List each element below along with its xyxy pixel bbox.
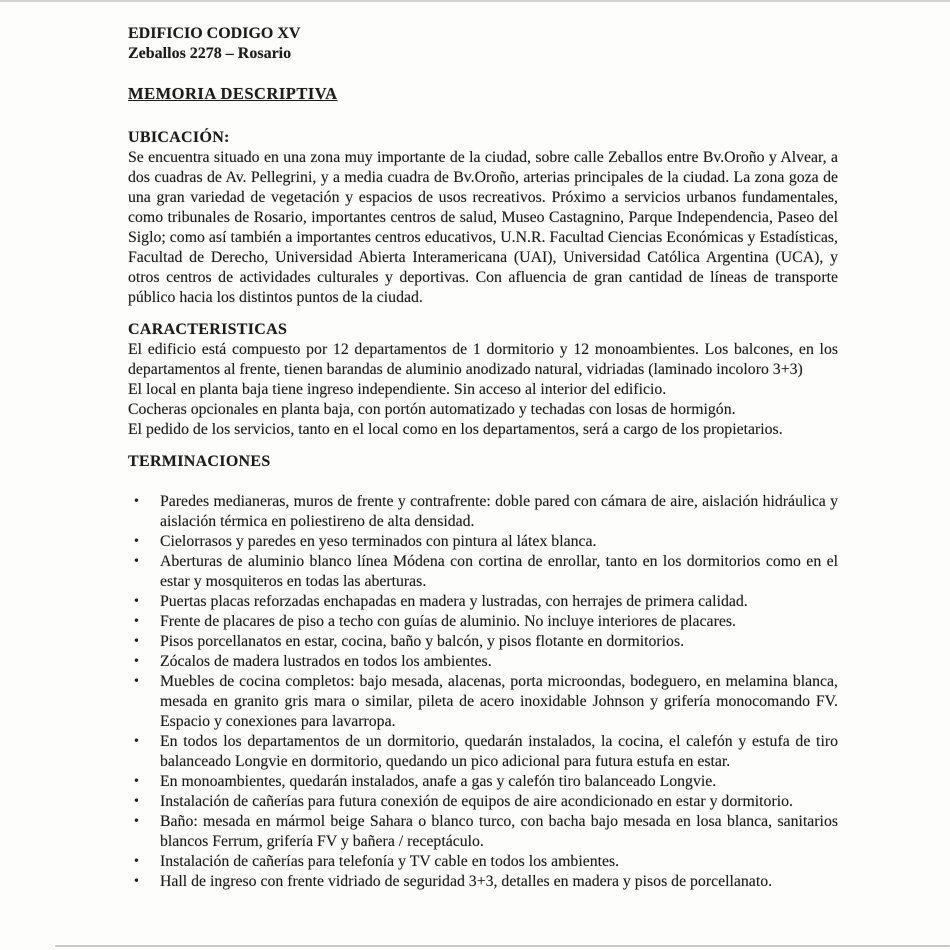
list-item	[128, 552, 838, 592]
bullet-icon: •	[134, 814, 139, 829]
paragraph-caracteristicas-1: El edificio está compuesto por 12 departamentos de 1 dormitorio y 12 monoambientes. Los balcones, en los departamentos al frente, tienen barandas de aluminio anodizado natural, vidriadas (laminado incoloro 3+3)	[128, 341, 838, 378]
list-item	[128, 532, 838, 552]
list-item-text: Baño: mesada en mármol beige Sahara o blanco turco, con bacha bajo mesada en losa blanca, sanitarios blancos Ferrum, grifería FV y bañera / receptáculo.	[160, 813, 838, 850]
list-item-text: Instalación de cañerías para futura conexión de equipos de aire acondicionado en estar y dormitorio.	[160, 793, 793, 810]
list-item	[128, 592, 838, 612]
section-heading-ubicacion: UBICACIÓN:	[128, 129, 230, 146]
list-item	[128, 612, 838, 632]
doc-address: Zeballos 2278 – Rosario	[128, 45, 292, 62]
doc-main-heading: MEMORIA DESCRIPTIVA	[128, 84, 338, 103]
bullet-icon: •	[134, 734, 139, 749]
list-item-text: En todos los departamentos de un dormitorio, quedarán instalados, la cocina, el calefón y estufa de tiro balanceado Longvie en dormitorio, quedando un pico adicional para futura estufa en estar.	[160, 733, 838, 770]
bullet-icon: •	[134, 494, 139, 509]
list-item	[128, 732, 838, 772]
list-item	[128, 632, 838, 652]
bullet-icon: •	[134, 534, 139, 549]
bullet-icon: •	[134, 594, 139, 609]
list-item	[128, 772, 838, 792]
bullet-icon: •	[134, 774, 139, 789]
list-item	[128, 492, 838, 532]
bullet-icon: •	[134, 554, 139, 569]
bullet-icon: •	[134, 614, 139, 629]
bullet-icon: •	[134, 674, 139, 689]
list-item-text: Cielorrasos y paredes en yeso terminados con pintura al látex blanca.	[160, 533, 597, 550]
bullet-icon: •	[134, 634, 139, 649]
bullet-icon: •	[134, 794, 139, 809]
list-item-text: Aberturas de aluminio blanco línea Módena con cortina de enrollar, tanto en los dormitorios como en el estar y mosquiteros en todas las aberturas.	[160, 553, 838, 590]
list-item	[128, 872, 838, 892]
terminaciones-list	[128, 492, 838, 892]
bullet-icon: •	[134, 854, 139, 869]
scan-bottom-edge	[55, 945, 950, 947]
section-heading-terminaciones: TERMINACIONES	[128, 453, 271, 470]
list-item-text: En monoambientes, quedarán instalados, anafe a gas y calefón tiro balanceado Longvie.	[160, 773, 717, 790]
list-item	[128, 792, 838, 812]
list-item-text: Hall de ingreso con frente vidriado de seguridad 3+3, detalles en madera y pisos de porcellanato.	[160, 873, 773, 890]
section-heading-caracteristicas: CARACTERISTICAS	[128, 321, 288, 338]
list-item-text: Instalación de cañerías para telefonía y TV cable en todos los ambientes.	[160, 853, 620, 870]
document-content	[128, 0, 838, 892]
doc-title: EDIFICIO CODIGO XV	[128, 25, 301, 42]
bullet-icon: •	[134, 874, 139, 889]
list-item	[128, 672, 838, 732]
list-item-text: Paredes medianeras, muros de frente y contrafrente: doble pared con cámara de aire, aislación hidráulica y aislación térmica en poliestireno de alta densidad.	[160, 493, 838, 530]
paragraph-ubicacion: Se encuentra situado en una zona muy importante de la ciudad, sobre calle Zeballos entre Bv.Oroño y Alvear, a dos cuadras de Av. Pellegrini, y a media cuadra de Bv.Oroño, arterias principales de la ciudad. La zona goza de una gran variedad de vegetación y espacios de usos recreativos. Próximo a servicios urbanos fundamentales, como tribunales de Rosario, importantes centros de salud, Museo Castagnino, Parque Independencia, Paseo del Siglo; como así también a importantes centros educativos, U.N.R. Facultad Ciencias Económicas y Estadísticas, Facultad de Derecho, Universidad Abierta Interamericana (UAI), Universidad Católica Argentina (UCA), y otros centros de actividades culturales y deportivas. Con afluencia de gran cantidad de líneas de transporte público hacia los distintos puntos de la ciudad.	[128, 149, 838, 306]
list-item-text: Muebles de cocina completos: bajo mesada, alacenas, porta microondas, bodeguero, en melamina blanca, mesada en granito gris mara o similar, pileta de acero inoxidable Johnson y grifería monocomando FV. Espacio y conexiones para lavarropa.	[160, 673, 838, 730]
paragraph-caracteristicas-3: Cocheras opcionales en planta baja, con portón automatizado y techadas con losas de hormigón.	[128, 401, 736, 418]
list-item-text: Puertas placas reforzadas enchapadas en madera y lustradas, con herrajes de primera calidad.	[160, 593, 748, 610]
paragraph-caracteristicas-4: El pedido de los servicios, tanto en el local como en los departamentos, será a cargo de los propietarios.	[128, 421, 783, 438]
bullet-icon: •	[134, 654, 139, 669]
list-item-text: Zócalos de madera lustrados en todos los ambientes.	[160, 653, 492, 670]
list-item	[128, 652, 838, 672]
list-item	[128, 812, 838, 852]
list-item	[128, 852, 838, 872]
paragraph-caracteristicas-2: El local en planta baja tiene ingreso independiente. Sin acceso al interior del edificio.	[128, 381, 667, 398]
list-item-text: Pisos porcellanatos en estar, cocina, baño y balcón, y pisos flotante en dormitorios.	[160, 633, 685, 650]
list-item-text: Frente de placares de piso a techo con guías de aluminio. No incluye interiores de placares.	[160, 613, 736, 630]
